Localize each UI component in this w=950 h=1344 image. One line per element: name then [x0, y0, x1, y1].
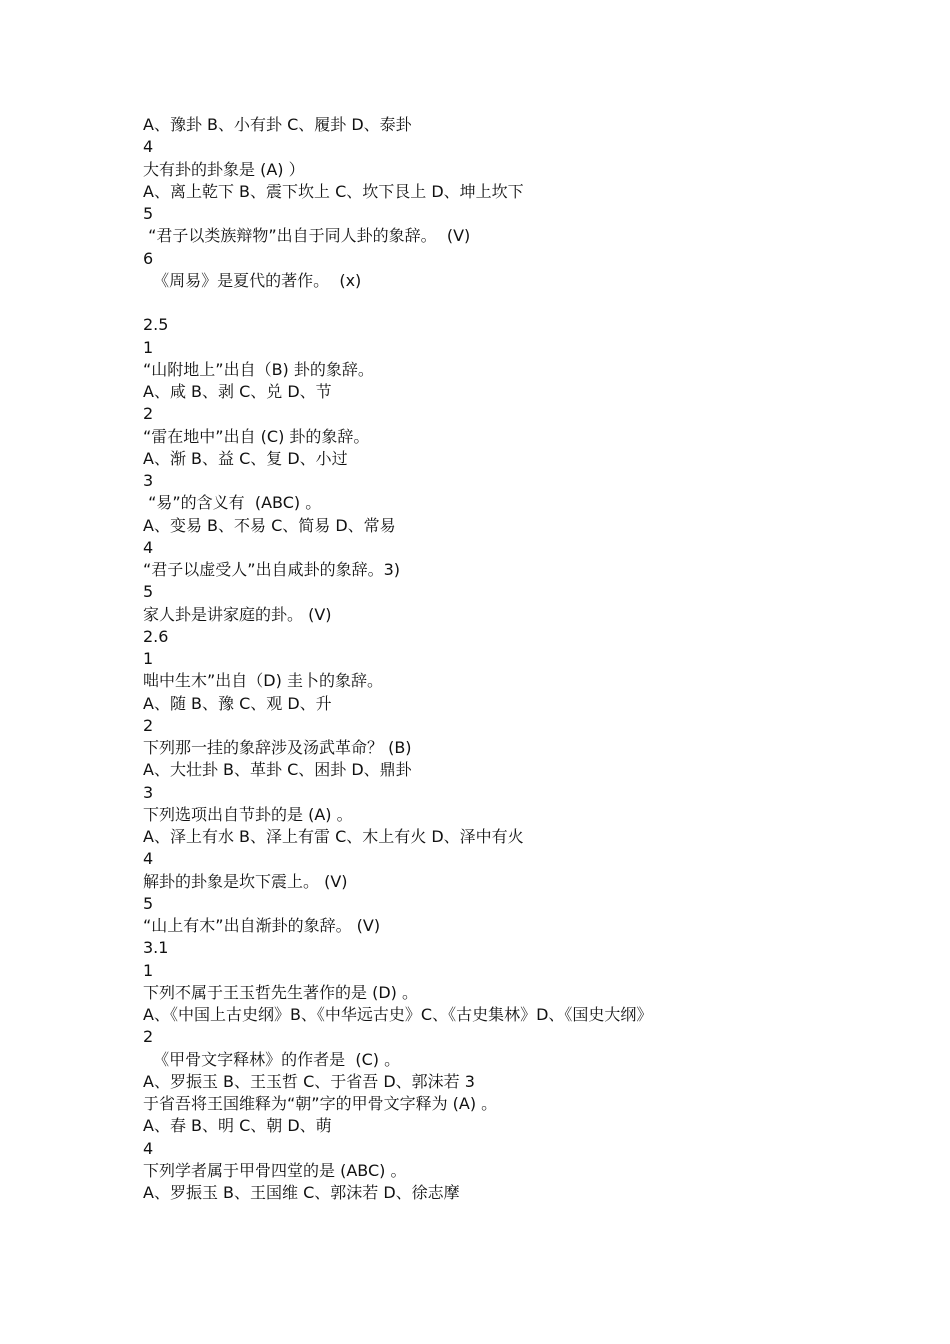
question-text: “雷在地中”出自 (C) 卦的象辞。 — [143, 426, 370, 446]
question-number: 4 — [143, 137, 154, 157]
answer-options: A、罗振玉 B、王国维 C、郭沫若 D、徐志摩 — [143, 1183, 460, 1202]
question-text: “君子以类族辩物”出自于同人卦的象辞。 (V) — [143, 226, 471, 246]
answer-options: A、咸 B、剥 C、兑 D、节 — [143, 382, 332, 401]
question-number: 4 — [143, 537, 154, 557]
question-text: 下列那一挂的象辞涉及汤武革命？ (B) — [143, 738, 412, 757]
section-number: 3.1 — [143, 938, 169, 958]
question-text: 咄中生木”出自（D) 圭卜的象辞。 — [143, 671, 383, 691]
section-number: 2.6 — [143, 626, 169, 646]
question-text: 下列选项出自节卦的是 (A) 。 — [143, 804, 353, 824]
question-number: 2 — [143, 715, 154, 735]
question-text: 于省吾将王国维释为“朝”字的甲骨文字释为 (A) 。 — [143, 1094, 498, 1113]
answer-options: A、离上乾下 B、震下坎上 C、坎下艮上 D、坤上坎下 — [143, 181, 524, 201]
answer-options: A、《中国上古史纲》B、《中华远古史》C、《古史集林》D、《国史大纲》 — [143, 1005, 653, 1024]
text-line: A、豫卦 B、小有卦 C、履卦 D、泰卦 — [143, 115, 412, 134]
question-number: 6 — [143, 248, 154, 268]
question-text: 下列不属于王玉哲先生著作的是 (D) 。 — [143, 982, 418, 1002]
question-text: “山附地上”出自（B) 卦的象辞。 — [143, 359, 374, 379]
question-number: 2 — [143, 1027, 154, 1047]
question-text: “易”的含义有 (ABC) 。 — [143, 493, 322, 513]
section-number: 2.5 — [143, 315, 169, 335]
question-text: 下列学者属于甲骨四堂的是 (ABC) 。 — [143, 1160, 407, 1180]
question-text: 家人卦是讲家庭的卦。 (V) — [143, 604, 332, 624]
question-number: 4 — [143, 849, 154, 869]
answer-options: A、春 B、明 C、朝 D、萌 — [143, 1116, 332, 1136]
blank-line — [143, 292, 923, 314]
question-number: 1 — [143, 649, 154, 668]
question-number: 1 — [143, 337, 154, 357]
question-number: 3 — [143, 471, 154, 490]
answer-options: A、渐 B、益 C、复 D、小过 — [143, 448, 348, 468]
question-number: 1 — [143, 960, 154, 980]
question-number: 5 — [143, 204, 154, 223]
question-number: 4 — [143, 1138, 154, 1158]
question-number: 2 — [143, 404, 154, 424]
answer-options: A、罗振玉 B、王玉哲 C、于省吾 D、郭沫若 3 — [143, 1071, 475, 1091]
question-text: 《甲骨文字释林》的作者是 (C) 。 — [143, 1049, 401, 1069]
question-number: 3 — [143, 782, 154, 802]
question-text: “山上有木”出自渐卦的象辞。 (V) — [143, 916, 381, 935]
question-text: 解卦的卦象是坎下震上。 (V) — [143, 871, 348, 891]
question-text: 大有卦的卦象是 (A) ） — [143, 159, 305, 179]
answer-options: A、变易 B、不易 C、简易 D、常易 — [143, 515, 396, 535]
question-text: 《周易》是夏代的著作。 (x) — [143, 270, 362, 290]
question-text: “君子以虚受人”出自咸卦的象辞。3) — [143, 560, 401, 579]
document-page — [143, 114, 923, 1204]
answer-options: A、大壮卦 B、革卦 C、困卦 D、鼎卦 — [143, 760, 412, 780]
question-number: 5 — [143, 893, 154, 913]
question-number: 5 — [143, 582, 154, 602]
answer-options: A、泽上有水 B、泽上有雷 C、木上有火 D、泽中有火 — [143, 827, 524, 846]
answer-options: A、随 B、豫 C、观 D、升 — [143, 693, 332, 713]
